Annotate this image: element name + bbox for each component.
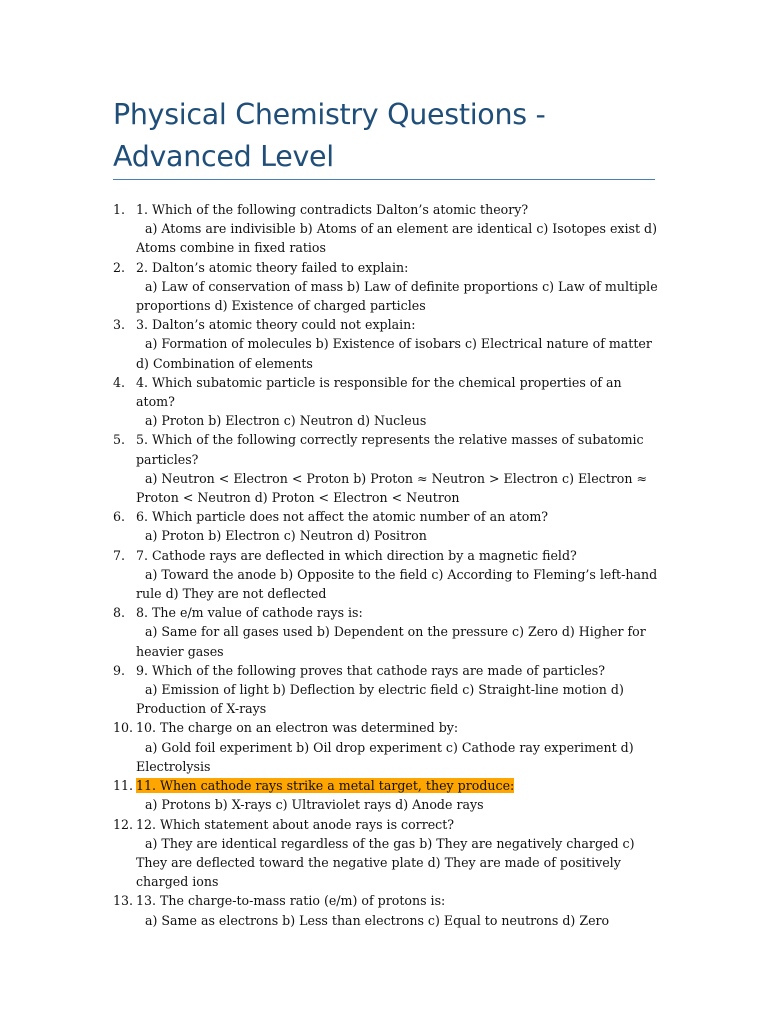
question-number: 1. <box>113 202 126 217</box>
question-text: 6. Which particle does not affect the atomic number of an atom? <box>136 509 549 525</box>
question-item <box>113 815 658 892</box>
question-item <box>113 430 658 507</box>
title-divider <box>113 179 655 180</box>
question-item <box>113 603 658 661</box>
question-number: 2. <box>113 259 126 275</box>
question-options: a) Formation of molecules b) Existence of isobars c) Electrical nature of matter d) Combination of elements <box>136 336 652 371</box>
question-options: a) They are identical regardless of the gas b) They are negatively charged c) They are deflected toward the negative plate d) They are made of positively charged ions <box>136 835 635 890</box>
question-item <box>113 373 658 431</box>
question-item <box>113 776 658 814</box>
question-item <box>113 258 658 316</box>
question-text: 13. The charge-to-mass ratio (e/m) of protons is: <box>136 893 446 909</box>
question-options: a) Law of conservation of mass b) Law of definite proportions c) Law of multiple proportions d) Existence of charged particles <box>136 278 658 314</box>
question-options: a) Neutron < Electron < Proton b) Proton ≈ Neutron > Electron c) Electron ≈ Proton < Neutron d) Proton < Electron < Neutron <box>136 470 648 506</box>
question-options: a) Proton b) Electron c) Neutron d) Nucleus <box>145 413 427 429</box>
question-number: 6. <box>113 509 126 525</box>
title-line-1: Physical Chemistry Questions - <box>113 98 546 131</box>
question-text: 1. Which of the following contradicts Dalton’s atomic theory? <box>136 202 529 217</box>
question-options: a) Same for all gases used b) Dependent on the pressure c) Zero d) Higher for heavier gases <box>136 624 646 659</box>
question-text: 2. Dalton’s atomic theory failed to explain: <box>136 259 409 275</box>
question-text: 4. Which subatomic particle is responsible for the chemical properties of an atom? <box>136 374 622 410</box>
question-options: a) Proton b) Electron c) Neutron d) Positron <box>145 528 427 544</box>
question-item <box>113 315 658 373</box>
question-options: a) Toward the anode b) Opposite to the field c) According to Fleming’s left-hand rule d) They are not deflected <box>136 566 658 602</box>
question-number: 7. <box>113 547 126 563</box>
question-item <box>113 718 658 776</box>
question-options: a) Gold foil experiment b) Oil drop experiment c) Cathode ray experiment d) Electrolysis <box>136 739 634 774</box>
question-item <box>113 661 658 719</box>
question-text: 3. Dalton’s atomic theory could not explain: <box>136 317 416 333</box>
question-text-highlighted: 11. When cathode rays strike a metal target, they produce: <box>136 778 515 794</box>
question-list <box>113 200 658 930</box>
question-text: 12. Which statement about anode rays is correct? <box>136 816 455 832</box>
title-line-2: Advanced Level <box>113 140 334 173</box>
question-text: 8. The e/m value of cathode rays is: <box>136 605 363 621</box>
question-item <box>113 200 658 258</box>
page-title <box>113 94 673 178</box>
question-number: 12. <box>113 816 134 832</box>
question-options: a) Protons b) X-rays c) Ultraviolet rays d) Anode rays <box>145 797 484 813</box>
question-number: 8. <box>113 605 126 621</box>
question-item <box>113 507 658 545</box>
question-options: a) Atoms are indivisible b) Atoms of an element are identical c) Isotopes exist d) Atoms combine in fixed ratios <box>136 221 658 256</box>
question-number: 10. <box>113 720 134 736</box>
question-number: 13. <box>113 893 134 909</box>
question-text: 9. Which of the following proves that cathode rays are made of particles? <box>136 662 606 678</box>
question-options: a) Same as electrons b) Less than electrons c) Equal to neutrons d) Zero <box>145 912 610 928</box>
question-text: 7. Cathode rays are deflected in which direction by a magnetic field? <box>136 547 577 563</box>
question-number: 4. <box>113 374 126 390</box>
question-number: 11. <box>113 778 134 794</box>
question-text: 5. Which of the following correctly represents the relative masses of subatomic particles? <box>136 432 644 467</box>
question-number: 3. <box>113 317 126 333</box>
question-item <box>113 546 658 604</box>
question-text: 10. The charge on an electron was determined by: <box>136 720 459 736</box>
question-number: 9. <box>113 662 126 678</box>
question-item <box>113 891 658 929</box>
question-options: a) Emission of light b) Deflection by electric field c) Straight-line motion d) Production of X-rays <box>136 682 624 717</box>
question-number: 5. <box>113 432 126 448</box>
